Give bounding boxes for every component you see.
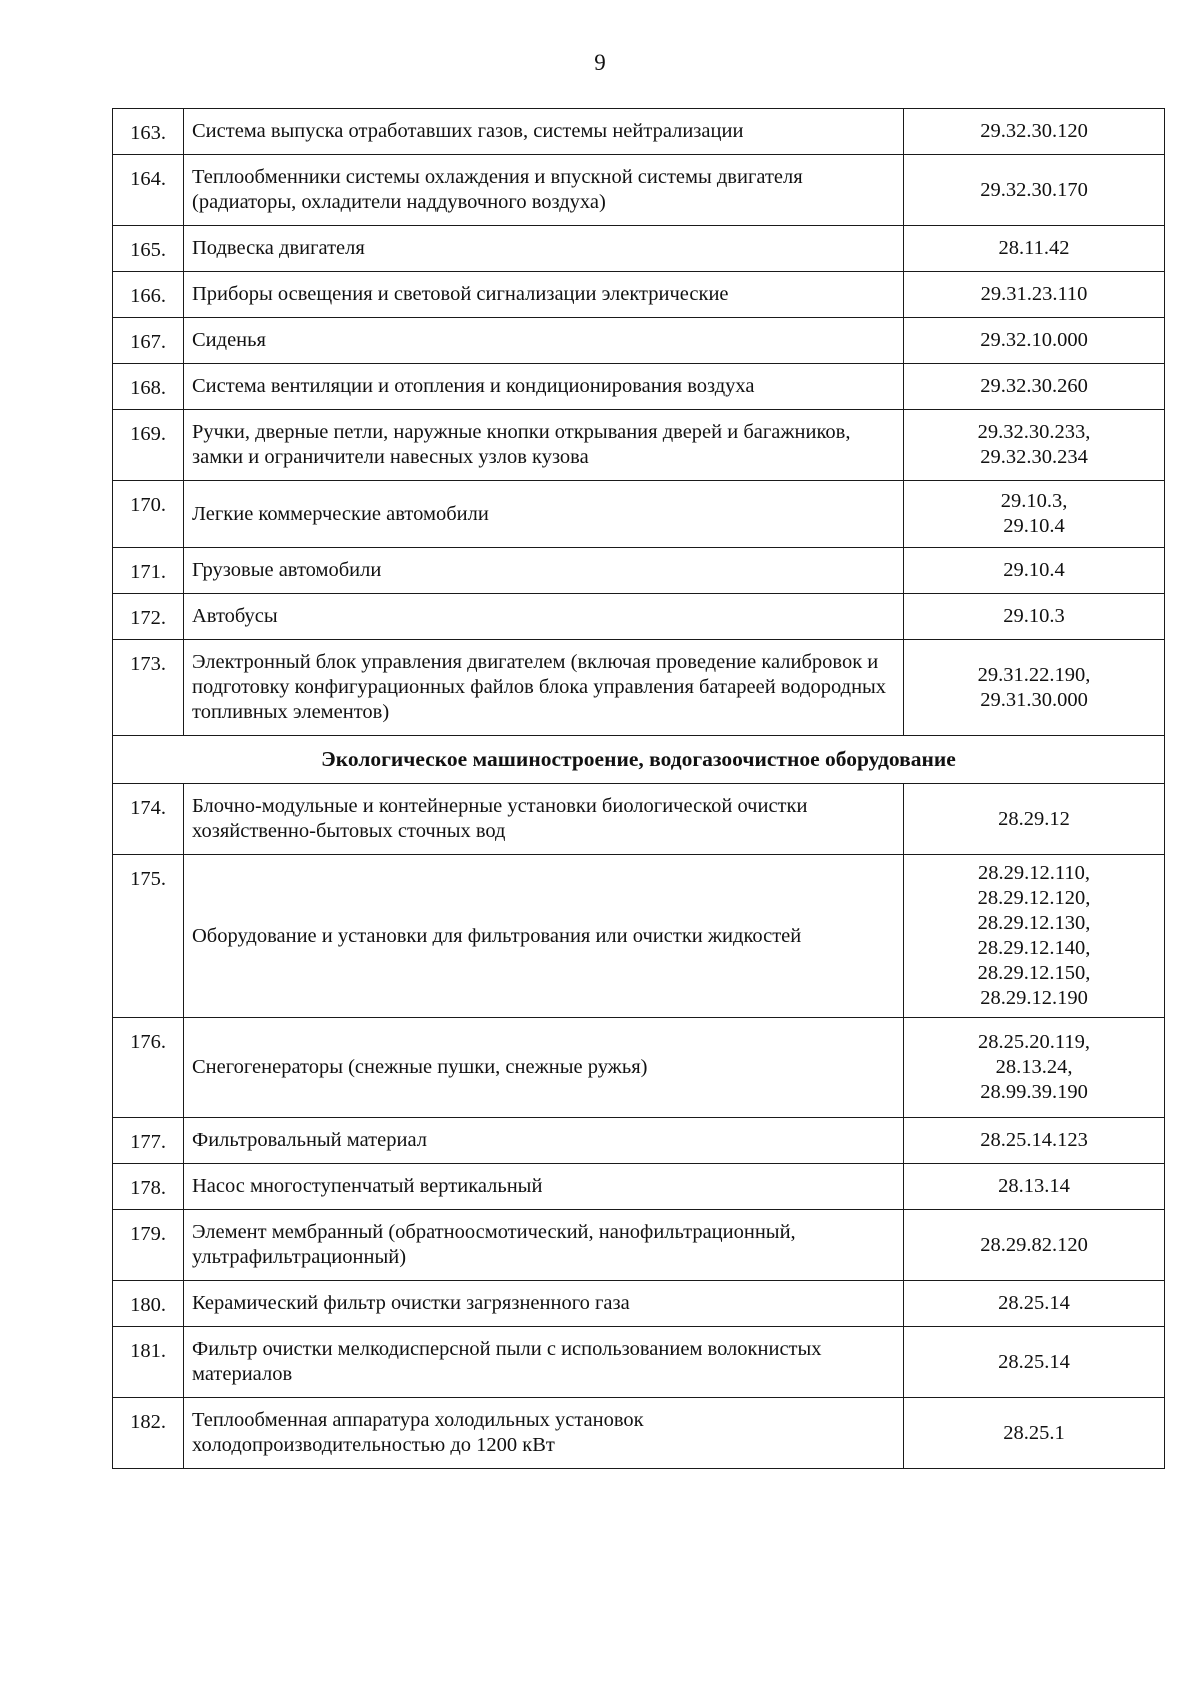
okpd-code: 29.10.3 — [1003, 605, 1065, 627]
page-number: 9 — [594, 50, 606, 75]
row-number: 166. — [113, 272, 184, 318]
okpd-code: 28.29.12.190 — [980, 987, 1088, 1009]
table-row — [113, 1281, 1165, 1327]
row-name: Автобусы — [184, 594, 904, 640]
row-number: 171. — [113, 548, 184, 594]
okpd-code: 28.25.14 — [998, 1350, 1070, 1373]
okpd-code: 28.29.12 — [998, 807, 1070, 830]
okpd-code: 28.13.24, — [995, 1056, 1073, 1078]
row-name: Система вентиляции и отопления и кондиционирования воздуха — [184, 364, 904, 410]
row-codes — [904, 1118, 1165, 1164]
table-row — [113, 364, 1165, 410]
row-number: 169. — [113, 410, 184, 481]
okpd-code: 28.25.1 — [1003, 1421, 1065, 1444]
table-row — [113, 410, 1165, 481]
row-name: Керамический фильтр очистки загрязненного газа — [184, 1281, 904, 1327]
table-body-section-a — [113, 109, 1165, 736]
row-name: Грузовые автомобили — [184, 548, 904, 594]
okpd-code: 28.29.12.150, — [977, 962, 1091, 984]
okpd-code: 29.32.30.170 — [980, 178, 1088, 201]
table-row — [113, 272, 1165, 318]
okpd-code: 28.13.14 — [998, 1175, 1070, 1197]
row-name: Электронный блок управления двигателем (включая проведение калибровок и подготовку конфигурационных файлов блока управления батареей водородных топливных элементов) — [184, 640, 904, 736]
row-number: 181. — [113, 1327, 184, 1398]
row-number: 179. — [113, 1210, 184, 1281]
table-row — [113, 1398, 1165, 1469]
row-name: Элемент мембранный (обратноосмотический, нанофильтрационный, ультрафильтрационный) — [184, 1210, 904, 1281]
row-name: Фильтровальный материал — [184, 1118, 904, 1164]
row-name: Приборы освещения и световой сигнализации электрические — [184, 272, 904, 318]
table-row — [113, 481, 1165, 548]
section-header-group — [113, 736, 1165, 784]
okpd-code: 29.32.30.120 — [980, 120, 1088, 142]
okpd-code: 28.29.12.140, — [977, 937, 1091, 959]
row-number: 182. — [113, 1398, 184, 1469]
row-codes — [904, 1398, 1165, 1469]
okpd-code: 29.32.30.233, — [977, 421, 1091, 443]
row-name: Легкие коммерческие автомобили — [184, 481, 904, 548]
table-row — [113, 1018, 1165, 1118]
row-number: 175. — [113, 855, 184, 1018]
table-row — [113, 855, 1165, 1018]
row-number: 173. — [113, 640, 184, 736]
row-codes — [904, 226, 1165, 272]
okpd-code: 29.32.30.234 — [980, 446, 1088, 468]
okpd-code: 28.29.82.120 — [980, 1233, 1088, 1256]
row-name: Подвеска двигателя — [184, 226, 904, 272]
okpd-code: 29.32.30.260 — [980, 375, 1088, 397]
row-name: Ручки, дверные петли, наружные кнопки открывания дверей и багажников, замки и ограничители навесных узлов кузова — [184, 410, 904, 481]
document-table — [112, 108, 1165, 1469]
row-number: 170. — [113, 481, 184, 548]
section-title: Экологическое машиностроение, водогазоочистное оборудование — [113, 736, 1165, 784]
okpd-code: 28.29.12.120, — [977, 887, 1091, 909]
row-number: 167. — [113, 318, 184, 364]
table-row — [113, 155, 1165, 226]
row-codes — [904, 1164, 1165, 1210]
row-name: Система выпуска отработавших газов, системы нейтрализации — [184, 109, 904, 155]
row-number: 177. — [113, 1118, 184, 1164]
row-codes — [904, 784, 1165, 855]
row-name: Оборудование и установки для фильтрования или очистки жидкостей — [184, 855, 904, 1018]
section-header-row — [113, 736, 1165, 784]
row-codes — [904, 272, 1165, 318]
row-name: Сиденья — [184, 318, 904, 364]
okpd-code: 28.25.14.123 — [980, 1129, 1088, 1151]
okpd-code: 28.99.39.190 — [980, 1081, 1088, 1103]
row-name: Блочно-модульные и контейнерные установки биологической очистки хозяйственно-бытовых сточных вод — [184, 784, 904, 855]
okpd-code: 28.11.42 — [998, 237, 1070, 259]
row-codes — [904, 548, 1165, 594]
okpd-code: 29.10.4 — [1003, 559, 1065, 581]
row-codes — [904, 155, 1165, 226]
row-number: 164. — [113, 155, 184, 226]
okpd-code: 28.25.20.119, — [978, 1031, 1090, 1053]
row-name: Теплообменники системы охлаждения и впускной системы двигателя (радиаторы, охладители наддувочного воздуха) — [184, 155, 904, 226]
okpd-code: 28.29.12.130, — [977, 912, 1091, 934]
table-row — [113, 594, 1165, 640]
row-codes — [904, 364, 1165, 410]
table-row — [113, 784, 1165, 855]
table-row — [113, 1327, 1165, 1398]
row-codes — [904, 594, 1165, 640]
row-codes — [904, 1210, 1165, 1281]
okpd-code: 29.32.10.000 — [980, 329, 1088, 351]
okpd-code: 29.31.22.190, — [977, 663, 1091, 686]
row-number: 174. — [113, 784, 184, 855]
table-row — [113, 1118, 1165, 1164]
table-row — [113, 548, 1165, 594]
row-number: 176. — [113, 1018, 184, 1118]
row-name: Фильтр очистки мелкодисперсной пыли с использованием волокнистых материалов — [184, 1327, 904, 1398]
table-body-section-b — [113, 784, 1165, 1469]
row-number: 165. — [113, 226, 184, 272]
row-number: 163. — [113, 109, 184, 155]
okpd-code: 29.31.23.110 — [980, 283, 1088, 305]
row-name: Теплообменная аппаратура холодильных установок холодопроизводительностью до 1200 кВт — [184, 1398, 904, 1469]
row-name: Насос многоступенчатый вертикальный — [184, 1164, 904, 1210]
table-row — [113, 226, 1165, 272]
row-number: 180. — [113, 1281, 184, 1327]
row-number: 168. — [113, 364, 184, 410]
row-codes — [904, 1327, 1165, 1398]
okpd-code: 29.31.30.000 — [980, 688, 1088, 711]
row-codes — [904, 855, 1165, 1018]
row-codes — [904, 318, 1165, 364]
table-row — [113, 318, 1165, 364]
row-codes — [904, 109, 1165, 155]
row-number: 178. — [113, 1164, 184, 1210]
row-number: 172. — [113, 594, 184, 640]
row-codes — [904, 1281, 1165, 1327]
okpd-code: 29.10.3, — [1000, 490, 1068, 512]
row-codes — [904, 640, 1165, 736]
table-row — [113, 640, 1165, 736]
table-row — [113, 1210, 1165, 1281]
row-codes — [904, 1018, 1165, 1118]
row-codes — [904, 410, 1165, 481]
row-name: Снегогенераторы (снежные пушки, снежные ружья) — [184, 1018, 904, 1118]
table-row — [113, 1164, 1165, 1210]
row-codes — [904, 481, 1165, 548]
okpd-code: 28.25.14 — [998, 1292, 1070, 1314]
table-row — [113, 109, 1165, 155]
okpd-code: 28.29.12.110, — [978, 862, 1090, 884]
okpd-code: 29.10.4 — [1003, 515, 1065, 537]
